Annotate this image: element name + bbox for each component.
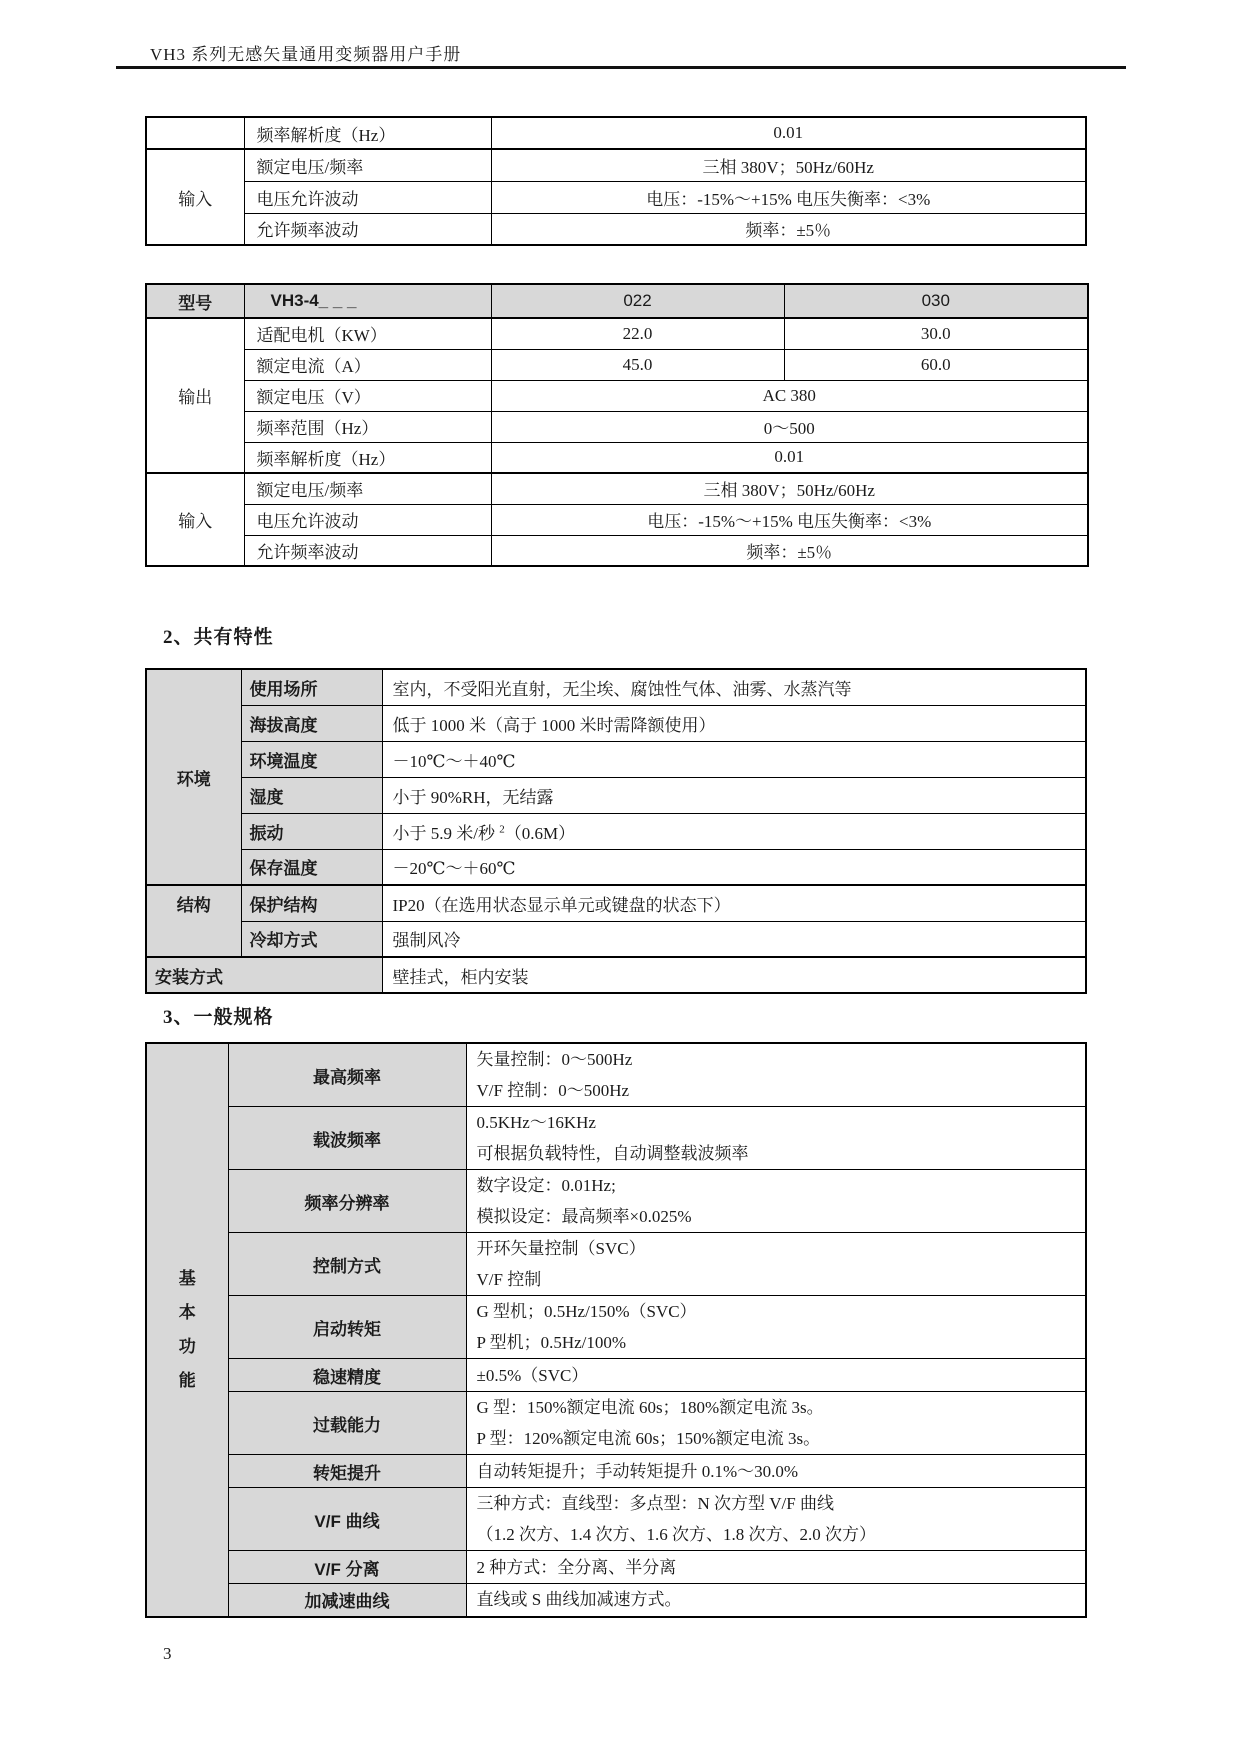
general-specs-table bbox=[145, 1042, 1087, 1618]
table-row bbox=[146, 813, 1086, 849]
spec-value bbox=[466, 1233, 1086, 1296]
spec-value bbox=[466, 1488, 1086, 1551]
page-header-title: VH3 系列无感矢量通用变频器用户手册 bbox=[150, 45, 462, 64]
group-char: 基 bbox=[178, 1268, 196, 1288]
spec-label: 控制方式 bbox=[228, 1233, 466, 1296]
spec-label: 振动 bbox=[241, 813, 382, 849]
value-line: 自动转矩提升；手动转矩提升 0.1%～30.0% bbox=[476, 1461, 799, 1481]
spec-value-vibration bbox=[382, 813, 1086, 849]
spec-label: 保护结构 bbox=[241, 885, 382, 921]
value-line: 2 种方式：全分离、半分离 bbox=[476, 1557, 677, 1577]
spec-value: 室内，不受阳光直射，无尘埃、腐蚀性气体、油雾、水蒸汽等 bbox=[382, 669, 1086, 705]
spec-value: 频率：±5％ bbox=[491, 213, 1086, 245]
spec-label: 额定电压/频率 bbox=[244, 473, 491, 504]
table-row bbox=[146, 1455, 1086, 1488]
table-row bbox=[146, 1233, 1086, 1296]
value-line: 可根据负载特性，自动调整载波频率 bbox=[476, 1144, 749, 1163]
spec-value bbox=[466, 1043, 1086, 1107]
spec-value bbox=[466, 1359, 1086, 1392]
spec-label: 频率解析度（Hz） bbox=[244, 442, 491, 473]
table-row bbox=[146, 1043, 1086, 1107]
spec-label: 使用场所 bbox=[241, 669, 382, 705]
table-row bbox=[146, 1170, 1086, 1233]
table-row bbox=[146, 1392, 1086, 1455]
spec-value bbox=[466, 1584, 1086, 1617]
spec-label: 频率分辨率 bbox=[228, 1170, 466, 1233]
value-line: （1.2 次方、1.4 次方、1.6 次方、1.8 次方、2.0 次方） bbox=[476, 1525, 876, 1544]
group-label-input: 输入 bbox=[146, 473, 244, 566]
value-line: G 型机；0.5Hz/150%（SVC） bbox=[476, 1302, 697, 1321]
empty-group-cell bbox=[146, 117, 244, 149]
spec-value: 低于 1000 米（高于 1000 米时需降额使用） bbox=[382, 705, 1086, 741]
table-row bbox=[146, 442, 1088, 473]
table-header-row bbox=[146, 284, 1088, 318]
spec-label: 频率解析度（Hz） bbox=[244, 117, 491, 149]
spec-value: 小于 90%RH，无结露 bbox=[382, 777, 1086, 813]
spec-label: V/F 曲线 bbox=[228, 1488, 466, 1551]
table-row bbox=[146, 149, 1086, 181]
vibration-value: 小于 5.9 米/秒 bbox=[392, 823, 500, 843]
table-row bbox=[146, 741, 1086, 777]
spec-label: 额定电压/频率 bbox=[244, 149, 491, 181]
value-line: 0.5KHz～16KHz bbox=[476, 1113, 596, 1132]
spec-label: 加减速曲线 bbox=[228, 1584, 466, 1617]
value-line: 模拟设定：最高频率×0.025% bbox=[476, 1207, 692, 1226]
value-line: P 型机；0.5Hz/100% bbox=[476, 1333, 627, 1352]
spec-label: 电压允许波动 bbox=[244, 181, 491, 213]
spec-value: AC 380 bbox=[491, 380, 1088, 411]
spec-label: 环境温度 bbox=[241, 741, 382, 777]
table-row bbox=[146, 349, 1088, 380]
spec-label: 允许频率波动 bbox=[244, 213, 491, 245]
model-series-name: VH3-4_ _ _ bbox=[244, 284, 491, 318]
value-line: 数字设定：0.01Hz; bbox=[476, 1176, 616, 1195]
table-row bbox=[146, 669, 1086, 705]
spec-label: V/F 分离 bbox=[228, 1551, 466, 1584]
group-label-input: 输入 bbox=[146, 149, 244, 245]
table-row bbox=[146, 705, 1086, 741]
vibration-unit: （0.6M） bbox=[504, 823, 576, 843]
spec-label: 转矩提升 bbox=[228, 1455, 466, 1488]
spec-value: 0～500 bbox=[491, 411, 1088, 442]
spec-label: 额定电压（V） bbox=[244, 380, 491, 411]
mounting-value: 壁挂式，柜内安装 bbox=[382, 957, 1086, 993]
mounting-label: 安装方式 bbox=[146, 957, 382, 993]
spec-value: 0.01 bbox=[491, 117, 1086, 149]
table-row bbox=[146, 473, 1088, 504]
spec-label: 冷却方式 bbox=[241, 921, 382, 957]
model-rating-table bbox=[145, 283, 1089, 567]
table-row bbox=[146, 213, 1086, 245]
table-row bbox=[146, 535, 1088, 566]
spec-value bbox=[466, 1551, 1086, 1584]
table-row bbox=[146, 1488, 1086, 1551]
spec-label: 载波频率 bbox=[228, 1107, 466, 1170]
table-row bbox=[146, 1107, 1086, 1170]
group-label-output: 输出 bbox=[146, 318, 244, 473]
spec-value: 三相 380V；50Hz/60Hz bbox=[491, 149, 1086, 181]
spec-value: 电压：-15%～+15% 电压失衡率：<3% bbox=[491, 181, 1086, 213]
spec-value: －10℃～＋40℃ bbox=[382, 741, 1086, 777]
group-label-basic-functions bbox=[146, 1043, 228, 1617]
spec-value bbox=[466, 1392, 1086, 1455]
vibration-superscript: 2 bbox=[499, 822, 505, 835]
common-features-table bbox=[145, 668, 1087, 994]
header-rule bbox=[116, 66, 1126, 69]
spec-value: 60.0 bbox=[784, 349, 1088, 380]
table-row bbox=[146, 117, 1086, 149]
value-line: V/F 控制 bbox=[476, 1270, 542, 1289]
value-line: 开环矢量控制（SVC） bbox=[476, 1239, 646, 1258]
spec-value: 0.01 bbox=[491, 442, 1088, 473]
table-row bbox=[146, 849, 1086, 885]
spec-label: 稳速精度 bbox=[228, 1359, 466, 1392]
value-line: 直线或 S 曲线加减速方式。 bbox=[476, 1590, 682, 1610]
table-row bbox=[146, 380, 1088, 411]
model-header-label: 型号 bbox=[146, 284, 244, 318]
spec-label: 频率范围（Hz） bbox=[244, 411, 491, 442]
spec-value: 22.0 bbox=[491, 318, 784, 349]
table-row bbox=[146, 921, 1086, 957]
value-line: G 型：150%额定电流 60s；180%额定电流 3s。 bbox=[476, 1398, 824, 1417]
spec-value bbox=[466, 1455, 1086, 1488]
spec-value: 45.0 bbox=[491, 349, 784, 380]
table-row bbox=[146, 181, 1086, 213]
table-row bbox=[146, 885, 1086, 921]
table-row bbox=[146, 1359, 1086, 1392]
group-label-environment: 环境 bbox=[146, 669, 241, 885]
value-line: ±0.5%（SVC） bbox=[476, 1365, 589, 1385]
spec-label: 适配电机（KW） bbox=[244, 318, 491, 349]
model-code-030: 030 bbox=[784, 284, 1088, 318]
value-line: V/F 控制：0～500Hz bbox=[476, 1081, 630, 1100]
section-title-general-specs: 3、一般规格 bbox=[163, 1007, 274, 1028]
spec-value: 频率：±5％ bbox=[491, 535, 1088, 566]
table-row bbox=[146, 1296, 1086, 1359]
spec-value bbox=[466, 1296, 1086, 1359]
value-line: 三种方式：直线型：多点型：N 次方型 V/F 曲线 bbox=[476, 1494, 834, 1513]
page-number: 3 bbox=[163, 1644, 172, 1663]
table-row bbox=[146, 957, 1086, 993]
spec-label: 湿度 bbox=[241, 777, 382, 813]
section-title-common-features: 2、共有特性 bbox=[163, 627, 274, 648]
table-row bbox=[146, 411, 1088, 442]
table-row bbox=[146, 318, 1088, 349]
spec-label: 允许频率波动 bbox=[244, 535, 491, 566]
spec-label: 最高频率 bbox=[228, 1043, 466, 1107]
spec-label: 电压允许波动 bbox=[244, 504, 491, 535]
spec-value: 电压：-15%～+15% 电压失衡率：<3% bbox=[491, 504, 1088, 535]
group-char: 功 bbox=[178, 1336, 196, 1356]
table-row bbox=[146, 1584, 1086, 1617]
group-char: 本 bbox=[178, 1302, 196, 1322]
table-row bbox=[146, 1551, 1086, 1584]
spec-value: 强制风冷 bbox=[382, 921, 1086, 957]
group-char: 能 bbox=[178, 1370, 196, 1390]
spec-label: 海拔高度 bbox=[241, 705, 382, 741]
table-row bbox=[146, 504, 1088, 535]
spec-value bbox=[466, 1107, 1086, 1170]
model-code-022: 022 bbox=[491, 284, 784, 318]
spec-value: 三相 380V；50Hz/60Hz bbox=[491, 473, 1088, 504]
value-line: 矢量控制：0～500Hz bbox=[476, 1050, 633, 1069]
spec-value: IP20（在选用状态显示单元或键盘的状态下） bbox=[382, 885, 1086, 921]
value-line: P 型：120%额定电流 60s；150%额定电流 3s。 bbox=[476, 1429, 821, 1448]
spec-value: －20℃～＋60℃ bbox=[382, 849, 1086, 885]
group-label-structure: 结构 bbox=[146, 885, 241, 957]
spec-label: 额定电流（A） bbox=[244, 349, 491, 380]
spec-value bbox=[466, 1170, 1086, 1233]
spec-value: 30.0 bbox=[784, 318, 1088, 349]
table-row bbox=[146, 777, 1086, 813]
spec-label: 保存温度 bbox=[241, 849, 382, 885]
input-spec-table bbox=[145, 116, 1087, 246]
spec-label: 启动转矩 bbox=[228, 1296, 466, 1359]
spec-label: 过载能力 bbox=[228, 1392, 466, 1455]
